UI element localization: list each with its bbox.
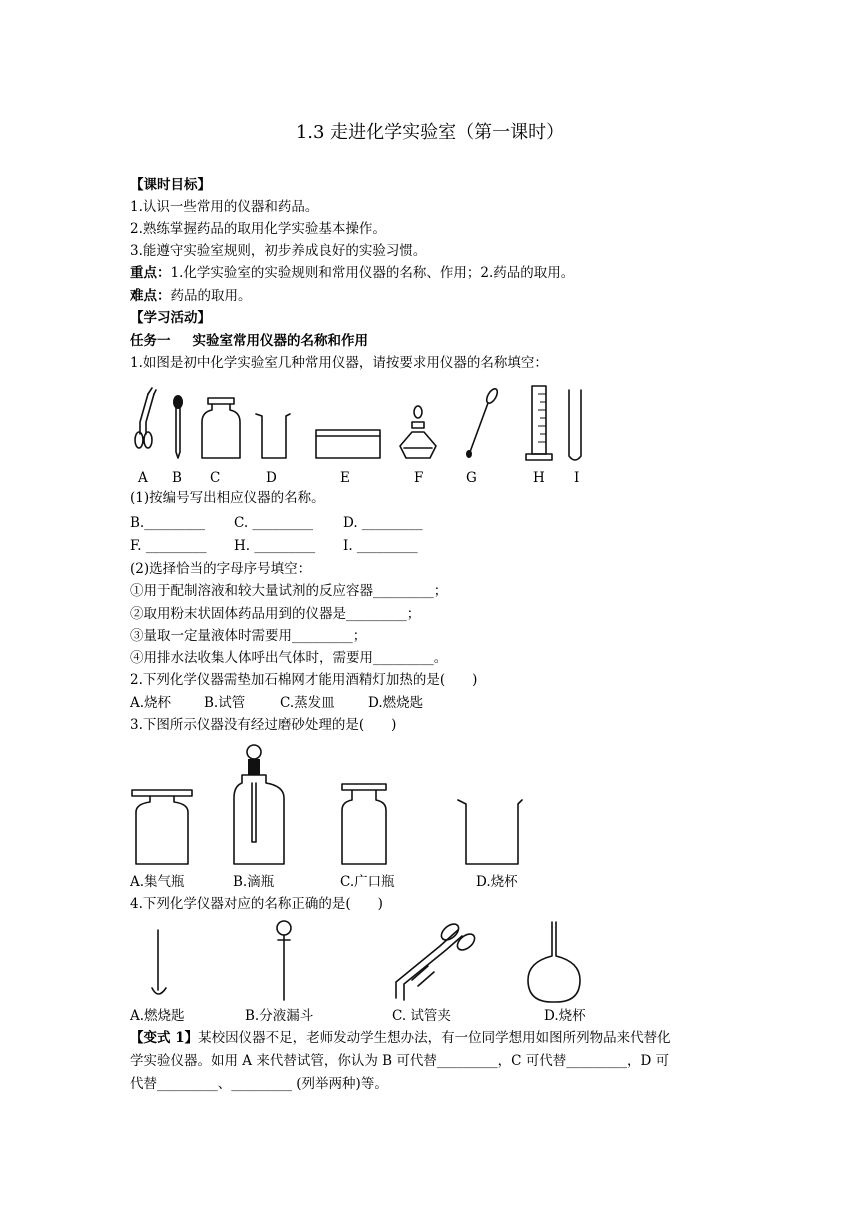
activity-header: 【学习活动】 xyxy=(130,310,211,326)
dish-drawing xyxy=(316,430,380,458)
goal-item-1: 1.认识一些常用的仪器和药品。 xyxy=(130,199,319,215)
blank-f: F. _________ xyxy=(130,538,207,554)
lamp-drawing xyxy=(400,406,436,458)
q2-option-d: D.燃烧匙 xyxy=(368,695,424,711)
q1-part2: (2)选择恰当的字母序号填空： xyxy=(130,561,312,577)
blank-i: I. _________ xyxy=(343,538,418,554)
test-tube-holder-drawing xyxy=(396,921,478,1000)
q1-sub-2: ②取用粉末状固体药品用到的仪器是_________； xyxy=(130,606,421,622)
task1-title: 实验室常用仪器的名称和作用 xyxy=(192,333,368,349)
q1-part1: (1)按编号写出相应仪器的名称。 xyxy=(130,490,325,506)
q1-sub-3: ③量取一定量液体时需要用_________； xyxy=(130,628,367,644)
q2-option-a: A.烧杯 xyxy=(130,695,172,711)
q1-sub-4: ④用排水法收集人体呼出气体时，需要用_________。 xyxy=(130,650,448,666)
cylinder-drawing xyxy=(526,386,552,460)
variant-line-2: 学实验仪器。如用 A 来代替试管，你认为 B 可代替_________，C 可代替_________，D 可 xyxy=(130,1053,670,1069)
variant-label: 【变式 1】 xyxy=(130,1030,199,1046)
q4-figure xyxy=(128,916,588,1008)
fig-label-h: H xyxy=(533,470,545,486)
q2-stem: 2.下列化学仪器需垫加石棉网才能用酒精灯加热的是( ) xyxy=(130,672,478,688)
dropper-drawing xyxy=(173,395,183,458)
combustion-spoon-drawing xyxy=(152,930,166,994)
task1-label: 任务一 xyxy=(130,333,171,349)
fig-label-e: E xyxy=(340,470,350,486)
q4-caption-d: D.烧杯 xyxy=(544,1008,586,1024)
gas-jar-drawing xyxy=(132,790,192,864)
difficulty xyxy=(130,287,252,305)
variant-line-3: 代替_________、_________ (列举两种)等。 xyxy=(130,1076,388,1092)
q4-caption-c: C. 试管夹 xyxy=(392,1008,451,1024)
fig-label-i: I xyxy=(574,470,580,486)
blank-d: D. _________ xyxy=(343,515,423,531)
blank-c: C. _________ xyxy=(234,515,314,531)
beaker-drawing-q3 xyxy=(458,800,522,864)
blank-b: B._________ xyxy=(130,515,205,531)
blank-h: H. _________ xyxy=(234,538,316,554)
key-label: 重点： xyxy=(130,265,171,281)
wide-mouth-bottle-drawing xyxy=(342,784,386,864)
fig-label-d: D xyxy=(266,470,277,486)
q2-option-b: B.试管 xyxy=(204,695,246,711)
q3-caption-c: C.广口瓶 xyxy=(340,874,395,890)
q3-caption-b: B.滴瓶 xyxy=(233,874,275,890)
goals-header: 【课时目标】 xyxy=(130,177,211,193)
q4-caption-b: B.分液漏斗 xyxy=(245,1008,314,1024)
q3-figure xyxy=(128,738,528,868)
task1-heading xyxy=(130,332,368,350)
q4-caption-a: A.燃烧匙 xyxy=(130,1008,185,1024)
fig-label-a: A xyxy=(138,470,148,486)
key-points xyxy=(130,264,574,282)
q3-caption-d: D.烧杯 xyxy=(476,874,518,890)
variant-line-1 xyxy=(130,1029,671,1047)
difficulty-label: 难点： xyxy=(130,288,171,304)
q1-stem: 1.如图是初中化学实验室几种常用仪器，请按要求用仪器的名称填空： xyxy=(130,355,548,371)
bottle-drawing xyxy=(202,398,240,458)
spoon-drawing xyxy=(466,387,499,458)
dropper-bottle-drawing xyxy=(234,745,284,864)
fig-label-b: B xyxy=(172,470,182,486)
goal-item-2: 2.熟练掌握药品的取用化学实验基本操作。 xyxy=(130,221,386,237)
q4-stem: 4.下列化学仪器对应的名称正确的是( ) xyxy=(130,896,383,912)
test-tube-drawing xyxy=(569,390,581,460)
goal-item-3: 3.能遵守实验室规则，初步养成良好的实验习惯。 xyxy=(130,243,427,259)
separatory-funnel-drawing xyxy=(277,921,291,1000)
key-text: 1.化学实验室的实验规则和常用仪器的名称、作用；2.药品的取用。 xyxy=(170,265,575,281)
beaker-drawing xyxy=(256,414,290,458)
q1-sub-1: ①用于配制溶液和较大量试剂的反应容器_________； xyxy=(130,583,448,599)
difficulty-text: 药品的取用。 xyxy=(170,288,252,304)
fig-label-g: G xyxy=(466,470,477,486)
q3-stem: 3.下图所示仪器没有经过磨砂处理的是( ) xyxy=(130,717,397,733)
round-flask-drawing xyxy=(528,922,580,1002)
q3-caption-a: A.集气瓶 xyxy=(130,874,185,890)
q2-option-c: C.蒸发皿 xyxy=(280,695,335,711)
page-title: 1.3 走进化学实验室（第一课时） xyxy=(295,122,565,143)
fig-label-f: F xyxy=(414,470,424,486)
tongs-drawing xyxy=(135,388,156,448)
variant-text-1: 某校因仪器不足，老师发动学生想办法，有一位同学想用如图所列物品来代替化 xyxy=(198,1030,671,1046)
fig-label-c: C xyxy=(210,470,221,486)
q1-instruments-figure xyxy=(128,382,598,472)
